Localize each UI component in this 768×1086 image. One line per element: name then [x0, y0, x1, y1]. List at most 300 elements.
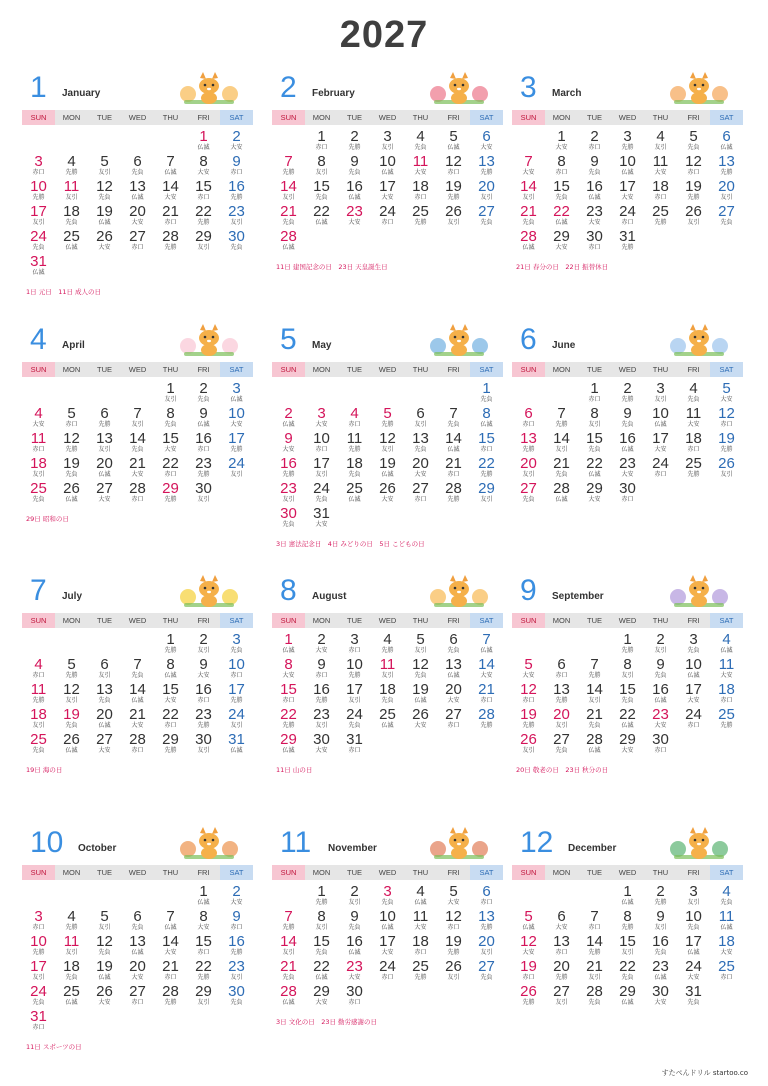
rokuyo-label: 仏滅	[555, 496, 568, 503]
weekday-label: FRI	[437, 362, 470, 377]
day-cell	[710, 381, 743, 406]
valentine-cat-icon	[428, 70, 490, 106]
empty-cell	[154, 129, 187, 154]
rokuyo-label: 大安	[197, 924, 210, 931]
day-number: 5	[383, 405, 392, 422]
day-number: 13	[478, 153, 495, 170]
rokuyo-label: 友引	[447, 974, 460, 981]
day-number: 1	[623, 631, 632, 648]
week-row	[22, 934, 254, 959]
empty-cell	[88, 129, 121, 154]
empty-cell	[154, 884, 187, 909]
day-cell	[22, 254, 55, 279]
day-cell	[121, 934, 154, 959]
day-number: 4	[383, 631, 392, 648]
day-number: 23	[280, 480, 297, 497]
rokuyo-label: 仏滅	[282, 421, 295, 428]
day-cell	[545, 657, 578, 682]
day-cell	[187, 934, 220, 959]
empty-cell	[88, 884, 121, 909]
day-cell	[55, 456, 88, 481]
day-cell	[644, 204, 677, 229]
day-number: 1	[166, 380, 175, 397]
day-number: 3	[689, 883, 698, 900]
day-cell	[88, 456, 121, 481]
rokuyo-label: 友引	[621, 672, 634, 679]
empty-cell	[305, 381, 338, 406]
week-row	[22, 204, 254, 229]
day-cell	[545, 129, 578, 154]
day-number: 28	[162, 983, 179, 1000]
week-row	[272, 381, 504, 406]
day-number: 2	[232, 883, 241, 900]
day-number: 15	[162, 430, 179, 447]
day-cell	[404, 431, 437, 456]
rokuyo-label: 友引	[588, 421, 601, 428]
day-cell	[121, 179, 154, 204]
day-number: 9	[232, 153, 241, 170]
rokuyo-label: 先勝	[164, 244, 177, 251]
weekday-label: MON	[55, 362, 88, 377]
day-cell	[154, 732, 187, 757]
rokuyo-label: 先負	[98, 194, 111, 201]
day-cell	[272, 481, 305, 506]
empty-cell	[22, 129, 55, 154]
day-number: 4	[67, 908, 76, 925]
week-row	[272, 959, 504, 984]
rokuyo-label: 先負	[131, 169, 144, 176]
day-number: 29	[195, 228, 212, 245]
day-cell	[88, 657, 121, 682]
day-cell	[305, 732, 338, 757]
day-number: 27	[520, 480, 537, 497]
day-cell	[22, 934, 55, 959]
day-cell	[611, 406, 644, 431]
day-cell	[55, 204, 88, 229]
rokuyo-label: 仏滅	[687, 949, 700, 956]
rokuyo-label: 先負	[65, 471, 78, 478]
day-cell	[371, 406, 404, 431]
rokuyo-label: 大安	[315, 421, 328, 428]
day-number: 24	[30, 983, 47, 1000]
day-cell	[404, 934, 437, 959]
day-cell	[644, 632, 677, 657]
rokuyo-label: 仏滅	[447, 144, 460, 151]
day-cell	[338, 154, 371, 179]
day-cell	[677, 884, 710, 909]
day-cell	[578, 129, 611, 154]
rokuyo-label: 先勝	[414, 219, 427, 226]
day-number: 15	[280, 681, 297, 698]
day-number: 11	[412, 153, 429, 170]
rokuyo-label: 大安	[555, 924, 568, 931]
day-cell	[272, 984, 305, 1009]
day-cell	[22, 406, 55, 431]
day-number: 25	[685, 455, 702, 472]
rokuyo-label: 仏滅	[522, 924, 535, 931]
day-number: 28	[129, 480, 146, 497]
day-number: 11	[63, 933, 80, 950]
rokuyo-label: 大安	[164, 949, 177, 956]
rokuyo-label: 赤口	[230, 672, 243, 679]
empty-cell	[404, 381, 437, 406]
day-cell	[611, 984, 644, 1009]
day-number: 2	[656, 883, 665, 900]
empty-cell	[88, 1009, 121, 1034]
halloween-cat-icon	[178, 825, 240, 861]
day-cell	[512, 707, 545, 732]
day-cell	[121, 431, 154, 456]
day-cell	[305, 984, 338, 1009]
month-header	[272, 825, 504, 863]
day-cell	[338, 129, 371, 154]
weekday-label: FRI	[677, 110, 710, 125]
day-number: 1	[317, 128, 326, 145]
day-cell	[404, 481, 437, 506]
rokuyo-label: 仏滅	[480, 421, 493, 428]
week-row	[512, 959, 744, 984]
day-number: 2	[199, 631, 208, 648]
day-number: 1	[557, 128, 566, 145]
rokuyo-label: 赤口	[32, 672, 45, 679]
rokuyo-label: 仏滅	[315, 219, 328, 226]
rokuyo-label: 大安	[720, 949, 733, 956]
day-cell	[187, 179, 220, 204]
week-row	[512, 732, 744, 757]
empty-cell	[55, 632, 88, 657]
rokuyo-label: 大安	[588, 496, 601, 503]
day-number: 26	[63, 731, 80, 748]
day-number: 22	[619, 958, 636, 975]
day-number: 5	[100, 153, 109, 170]
day-number: 23	[195, 706, 212, 723]
weekday-label: THU	[154, 613, 187, 628]
week-row	[272, 129, 504, 154]
day-number: 16	[228, 178, 245, 195]
rokuyo-label: 先勝	[164, 747, 177, 754]
weekday-label: THU	[404, 110, 437, 125]
day-number: 10	[619, 153, 636, 170]
rokuyo-label: 先負	[348, 471, 361, 478]
day-cell	[154, 682, 187, 707]
rokuyo-label: 大安	[447, 899, 460, 906]
rokuyo-label: 仏滅	[197, 421, 210, 428]
month-days	[512, 632, 744, 757]
rokuyo-label: 先負	[588, 722, 601, 729]
rokuyo-label: 大安	[414, 169, 427, 176]
day-cell	[677, 934, 710, 959]
day-cell	[187, 909, 220, 934]
weekday-header	[272, 110, 504, 125]
day-cell	[187, 884, 220, 909]
empty-cell	[88, 632, 121, 657]
day-cell	[578, 154, 611, 179]
rokuyo-label: 先負	[687, 999, 700, 1006]
day-cell	[154, 481, 187, 506]
month-name: June	[552, 340, 576, 351]
rokuyo-label: 友引	[654, 144, 667, 151]
day-cell	[404, 884, 437, 909]
weekday-header	[512, 613, 744, 628]
day-number: 20	[445, 681, 462, 698]
rokuyo-label: 赤口	[414, 194, 427, 201]
day-number: 19	[96, 203, 113, 220]
day-number: 10	[652, 405, 669, 422]
week-row	[272, 732, 504, 757]
rokuyo-label: 大安	[654, 446, 667, 453]
day-number: 12	[96, 178, 113, 195]
rokuyo-label: 仏滅	[621, 446, 634, 453]
rokuyo-label: 大安	[164, 446, 177, 453]
day-cell	[470, 481, 503, 506]
rokuyo-label: 友引	[315, 722, 328, 729]
empty-cell	[371, 506, 404, 531]
day-number: 27	[478, 203, 495, 220]
day-number: 18	[718, 933, 735, 950]
day-cell	[578, 456, 611, 481]
day-cell	[338, 179, 371, 204]
day-number: 8	[284, 656, 293, 673]
day-cell	[611, 884, 644, 909]
rokuyo-label: 友引	[720, 471, 733, 478]
day-cell	[154, 381, 187, 406]
day-number: 31	[30, 1008, 47, 1025]
day-number: 9	[317, 656, 326, 673]
day-cell	[545, 229, 578, 254]
month-block	[22, 825, 254, 1065]
rokuyo-label: 先勝	[522, 999, 535, 1006]
day-cell	[677, 154, 710, 179]
rokuyo-label: 赤口	[164, 219, 177, 226]
day-cell	[611, 204, 644, 229]
day-cell	[55, 431, 88, 456]
empty-cell	[512, 381, 545, 406]
day-number: 10	[685, 656, 702, 673]
week-row	[22, 481, 254, 506]
day-number: 22	[162, 455, 179, 472]
day-number: 18	[379, 681, 396, 698]
empty-cell	[338, 506, 371, 531]
day-number: 7	[133, 656, 142, 673]
day-number: 9	[199, 656, 208, 673]
day-cell	[88, 406, 121, 431]
rokuyo-label: 赤口	[480, 697, 493, 704]
rokuyo-label: 仏滅	[65, 747, 78, 754]
day-number: 28	[520, 228, 537, 245]
day-number: 4	[34, 405, 43, 422]
weekday-label: THU	[154, 110, 187, 125]
rokuyo-label: 仏滅	[621, 722, 634, 729]
rokuyo-label: 友引	[522, 747, 535, 754]
day-cell	[88, 959, 121, 984]
weekday-label: FRI	[187, 865, 220, 880]
day-cell	[404, 204, 437, 229]
year-title: 2027	[339, 14, 429, 56]
rokuyo-label: 赤口	[315, 672, 328, 679]
day-number: 17	[30, 203, 47, 220]
day-cell	[371, 959, 404, 984]
rokuyo-label: 赤口	[315, 446, 328, 453]
day-cell	[338, 707, 371, 732]
day-cell	[545, 707, 578, 732]
rokuyo-label: 赤口	[522, 974, 535, 981]
day-number: 23	[619, 455, 636, 472]
weekday-label: FRI	[437, 110, 470, 125]
day-number: 3	[623, 128, 632, 145]
rokuyo-label: 先負	[131, 924, 144, 931]
weekday-label: MON	[305, 362, 338, 377]
day-cell	[305, 204, 338, 229]
month-block	[512, 825, 744, 1065]
rokuyo-label: 先勝	[315, 899, 328, 906]
weekday-label: THU	[644, 110, 677, 125]
day-cell	[22, 456, 55, 481]
day-number: 28	[478, 706, 495, 723]
day-cell	[710, 959, 743, 984]
day-cell	[22, 984, 55, 1009]
weekday-label: TUE	[88, 613, 121, 628]
month-header	[512, 322, 744, 360]
rokuyo-label: 大安	[348, 974, 361, 981]
week-row	[22, 682, 254, 707]
day-cell	[644, 657, 677, 682]
weekday-header	[272, 613, 504, 628]
day-number: 9	[199, 405, 208, 422]
day-number: 1	[482, 380, 491, 397]
day-cell	[338, 456, 371, 481]
day-cell	[677, 984, 710, 1009]
day-cell	[437, 657, 470, 682]
day-number: 11	[718, 908, 735, 925]
rokuyo-label: 赤口	[32, 1024, 45, 1031]
day-number: 10	[346, 656, 363, 673]
day-number: 8	[482, 405, 491, 422]
rokuyo-label: 赤口	[282, 697, 295, 704]
day-number: 10	[30, 933, 47, 950]
day-cell	[371, 657, 404, 682]
day-number: 11	[652, 153, 669, 170]
month-block	[22, 322, 254, 562]
rokuyo-label: 仏滅	[720, 647, 733, 654]
day-number: 19	[96, 958, 113, 975]
day-number: 27	[129, 228, 146, 245]
rokuyo-label: 赤口	[32, 169, 45, 176]
day-cell	[187, 204, 220, 229]
day-number: 26	[379, 480, 396, 497]
weekday-label: SUN	[22, 865, 55, 880]
day-cell	[371, 154, 404, 179]
day-cell	[611, 129, 644, 154]
day-cell	[338, 909, 371, 934]
rokuyo-label: 仏滅	[98, 471, 111, 478]
day-cell	[611, 732, 644, 757]
month-header	[22, 573, 254, 611]
rokuyo-label: 大安	[282, 672, 295, 679]
day-cell	[578, 657, 611, 682]
rokuyo-label: 仏滅	[555, 219, 568, 226]
rokuyo-label: 先負	[282, 219, 295, 226]
day-number: 7	[133, 405, 142, 422]
day-cell	[272, 732, 305, 757]
rokuyo-label: 友引	[197, 747, 210, 754]
day-number: 28	[280, 228, 297, 245]
week-row	[512, 431, 744, 456]
month-days	[272, 632, 504, 757]
day-cell	[88, 934, 121, 959]
day-cell	[55, 657, 88, 682]
rokuyo-label: 赤口	[522, 421, 535, 428]
day-cell	[710, 179, 743, 204]
day-number: 29	[280, 731, 297, 748]
day-number: 24	[652, 455, 669, 472]
day-cell	[470, 431, 503, 456]
day-number: 26	[412, 706, 429, 723]
rokuyo-label: 赤口	[197, 949, 210, 956]
day-cell	[545, 431, 578, 456]
weekday-label: THU	[404, 865, 437, 880]
day-cell	[154, 229, 187, 254]
week-row	[512, 129, 744, 154]
day-number: 27	[96, 480, 113, 497]
rokuyo-label: 赤口	[164, 974, 177, 981]
day-number: 27	[718, 203, 735, 220]
month-number: 3	[520, 71, 537, 104]
empty-cell	[545, 381, 578, 406]
rokuyo-label: 友引	[230, 471, 243, 478]
rokuyo-label: 先負	[621, 697, 634, 704]
day-number: 16	[586, 178, 603, 195]
rokuyo-label: 友引	[282, 496, 295, 503]
month-block	[512, 322, 744, 562]
rokuyo-label: 先勝	[32, 949, 45, 956]
day-cell	[545, 179, 578, 204]
day-number: 21	[520, 203, 537, 220]
rokuyo-label: 先勝	[164, 496, 177, 503]
day-number: 8	[557, 153, 566, 170]
day-number: 16	[652, 681, 669, 698]
day-number: 26	[685, 203, 702, 220]
weekday-label: SUN	[512, 865, 545, 880]
rokuyo-label: 先勝	[65, 169, 78, 176]
weekday-label: MON	[545, 110, 578, 125]
rokuyo-label: 大安	[381, 949, 394, 956]
empty-cell	[154, 254, 187, 279]
rokuyo-label: 大安	[230, 421, 243, 428]
day-number: 23	[652, 958, 669, 975]
week-row	[22, 732, 254, 757]
day-cell	[305, 657, 338, 682]
day-cell	[187, 154, 220, 179]
day-cell	[611, 229, 644, 254]
rokuyo-label: 赤口	[197, 697, 210, 704]
day-number: 21	[478, 681, 495, 698]
rokuyo-label: 先負	[230, 244, 243, 251]
footer-credit: すたぺんドリル startoo.co	[661, 1069, 748, 1077]
rokuyo-label: 先勝	[621, 244, 634, 251]
day-cell	[371, 204, 404, 229]
rokuyo-label: 先負	[687, 647, 700, 654]
week-row	[22, 984, 254, 1009]
rokuyo-label: 仏滅	[621, 169, 634, 176]
day-cell	[220, 406, 253, 431]
day-number: 24	[346, 706, 363, 723]
day-number: 23	[346, 203, 363, 220]
month-block	[272, 322, 504, 562]
day-number: 17	[346, 681, 363, 698]
rokuyo-label: 赤口	[480, 899, 493, 906]
day-cell	[710, 406, 743, 431]
empty-cell	[512, 884, 545, 909]
